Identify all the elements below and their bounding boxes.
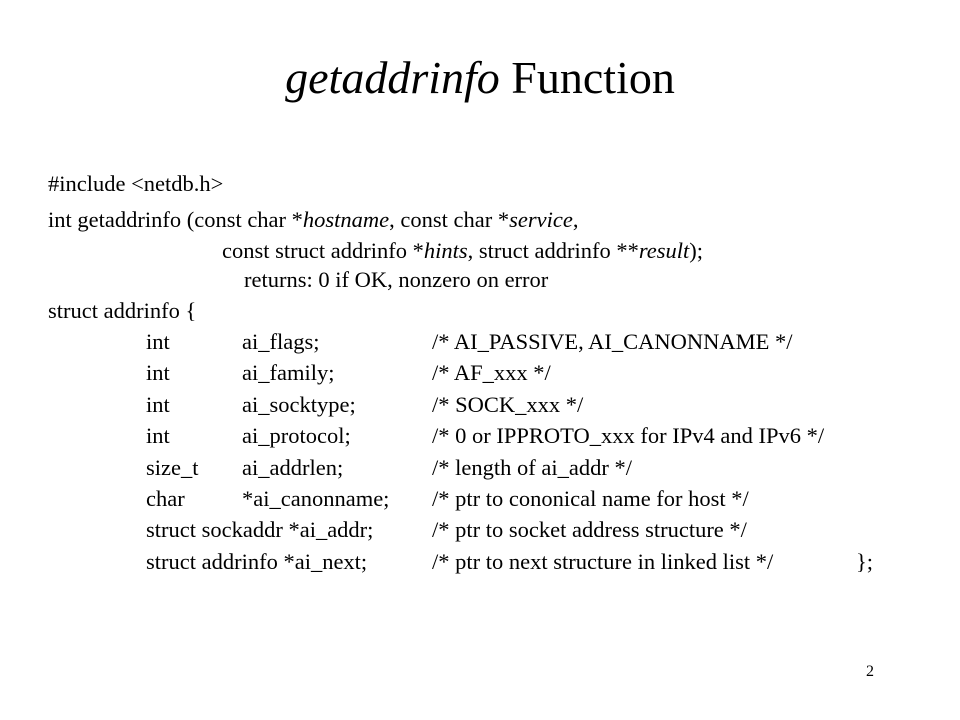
field-comment: /* AI_PASSIVE, AI_CANONNAME */ (432, 329, 793, 354)
returns-line: returns: 0 if OK, nonzero on error (244, 267, 549, 292)
field-name: *ai_canonname; (242, 486, 390, 511)
signature-line-1 (48, 206, 578, 234)
sig1-part-a: int getaddrinfo (const char * (48, 207, 303, 232)
field-comment: /* ptr to next structure in linked list */ (432, 548, 774, 574)
param-result: result (638, 238, 690, 263)
signature-line-2 (222, 237, 703, 265)
field-type: struct sockaddr *ai_addr; (146, 517, 374, 543)
slide-title (0, 52, 960, 104)
field-name: ai_family; (242, 360, 335, 386)
field-comment: /* length of ai_addr */ (432, 454, 632, 480)
include-line: #include <netdb.h> (48, 171, 224, 196)
field-type: struct addrinfo *ai_next; (146, 548, 368, 574)
field-comment: /* 0 or IPPROTO_xxx for IPv4 and IPv6 */ (432, 423, 825, 449)
param-hostname: hostname (302, 207, 390, 232)
field-name: ai_protocol; (242, 423, 351, 449)
field-name: ai_addrlen; (242, 454, 344, 480)
field-type: int (146, 423, 170, 449)
title-function-name: getaddrinfo (285, 52, 500, 103)
sig2-part-a: const struct addrinfo * (222, 238, 424, 263)
field-type: int (146, 360, 170, 386)
field-comment: /* AF_xxx */ (432, 360, 551, 386)
field-type: int (146, 329, 170, 354)
sig2-part-c: , struct addrinfo ** (467, 238, 639, 263)
param-service: service (509, 207, 573, 232)
field-type: size_t (146, 454, 199, 480)
page-number: 2 (866, 663, 874, 680)
struct-open-line: struct addrinfo { (48, 298, 197, 323)
field-name: ai_flags; (242, 329, 320, 354)
struct-close: }; (856, 548, 874, 574)
title-suffix: Function (499, 52, 675, 103)
field-type: char (146, 486, 185, 511)
sig1-part-c: , const char * (389, 207, 510, 232)
param-hints: hints (423, 238, 468, 263)
field-comment: /* SOCK_xxx */ (432, 391, 584, 417)
field-comment: /* ptr to cononical name for host */ (432, 486, 749, 511)
field-name: ai_socktype; (242, 391, 356, 417)
field-comment: /* ptr to socket address structure */ (432, 517, 747, 543)
field-type: int (146, 391, 170, 417)
sig1-part-e: , (572, 207, 579, 232)
sig2-part-e: ); (689, 238, 703, 263)
